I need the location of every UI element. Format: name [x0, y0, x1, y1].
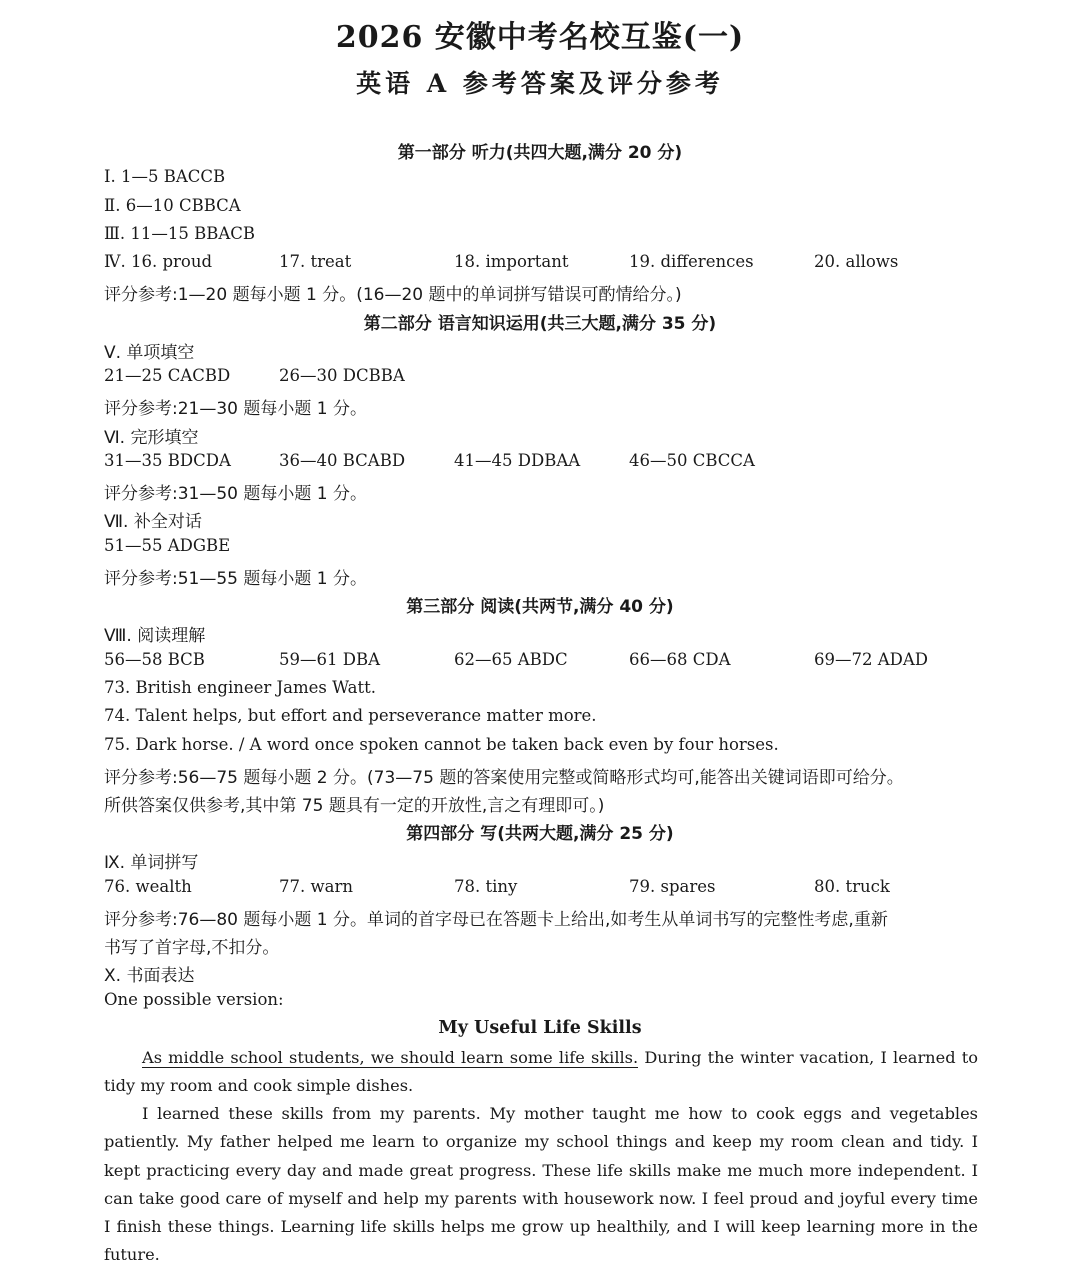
answer-73: 73. British engineer James Watt. — [104, 678, 376, 697]
answers-26-30: 26—30 DCBBA — [279, 366, 405, 385]
answer-17: 17. treat — [279, 252, 352, 271]
answers-21-25: 21—25 CACBD — [104, 366, 231, 385]
part1-scoring: 评分参考:1—20 题每小题 1 分。(16—20 题中的单词拼写错误可酌情给分。) — [104, 285, 682, 305]
section9-scoring-line2: 书写了首字母,不扣分。 — [104, 938, 280, 958]
answer-78: 78. tiny — [454, 877, 518, 896]
answer-row-2: Ⅱ. 6—10 CBBCA — [104, 196, 241, 215]
answer-row-4 — [0, 252, 1080, 276]
answer-18: 18. important — [454, 252, 569, 271]
part2-heading: 第二部分 语言知识运用(共三大题,满分 35 分) — [363, 314, 717, 334]
answer-75: 75. Dark horse. / A word once spoken cannot be taken back even by four horses. — [104, 735, 779, 754]
part3-scoring-line1: 评分参考:56—75 题每小题 2 分。(73—75 题的答案使用完整或简略形式均可,能答出关键词语即可给分。 — [104, 768, 904, 788]
answer-row-3: Ⅲ. 11—15 BBACB — [104, 224, 256, 243]
answers-66-68: 66—68 CDA — [629, 650, 731, 669]
answer-74: 74. Talent helps, but effort and perseverance matter more. — [104, 706, 597, 725]
section9-answers — [0, 877, 1080, 901]
section6-answers — [0, 451, 1080, 475]
answers-41-45: 41—45 DDBAA — [454, 451, 581, 470]
part1-heading: 第一部分 听力(共四大题,满分 20 分) — [397, 143, 683, 163]
section9-scoring-line1: 评分参考:76—80 题每小题 1 分。单词的首字母已在答题卡上给出,如考生从单词书写的完整性考虑,重新 — [104, 910, 888, 930]
section5-answers — [0, 366, 1080, 390]
answers-62-65: 62—65 ABDC — [454, 650, 568, 669]
section7-scoring: 评分参考:51—55 题每小题 1 分。 — [104, 569, 368, 589]
answer-80: 80. truck — [814, 877, 890, 896]
essay-paragraph-1 — [104, 1044, 978, 1101]
answers-46-50: 46—50 CBCCA — [629, 451, 755, 470]
answer-20: 20. allows — [814, 252, 899, 271]
part4-heading: 第四部分 写(共两大题,满分 25 分) — [406, 824, 674, 844]
essay-title: My Useful Life Skills — [438, 1018, 642, 1038]
answer-19: 19. differences — [629, 252, 754, 271]
part3-heading: 第三部分 阅读(共两节,满分 40 分) — [406, 597, 674, 617]
answer-76: 76. wealth — [104, 877, 192, 896]
section5-scoring: 评分参考:21—30 题每小题 1 分。 — [104, 399, 368, 419]
section6-title: Ⅵ. 完形填空 — [104, 428, 199, 448]
answers-69-72: 69—72 ADAD — [814, 650, 929, 669]
section8-answers — [0, 650, 1080, 674]
answers-59-61: 59—61 DBA — [279, 650, 381, 669]
answer-77: 77. warn — [279, 877, 353, 896]
section5-title: Ⅴ. 单项填空 — [104, 343, 195, 363]
answers-31-35: 31—35 BDCDA — [104, 451, 231, 470]
section7-answers: 51—55 ADGBE — [104, 536, 231, 555]
page-title: 2026 安徽中考名校互鉴(一) — [335, 20, 745, 55]
essay-paragraph-2: I learned these skills from my parents. My mother taught me how to cook eggs and vegetables patiently. My father helped me learn to organize my school things and keep my room clean and tidy. I kept practicing every day and made great progress. These life skills make me much more independent. I can take good care of myself and help my parents with housework now. I feel proud and joyful every time I finish these things. Learning life skills helps me grow up healthily, and I will keep learning more in the future. — [104, 1104, 978, 1265]
answers-36-40: 36—40 BCABD — [279, 451, 406, 470]
part3-scoring-line2: 所供答案仅供参考,其中第 75 题具有一定的开放性,言之有理即可。) — [104, 796, 605, 816]
essay-topic-sentence: As middle school students, we should learn some life skills. — [142, 1048, 639, 1067]
answer-16: Ⅳ. 16. proud — [104, 252, 213, 271]
section10-title: Ⅹ. 书面表达 — [104, 966, 195, 986]
section7-title: Ⅶ. 补全对话 — [104, 512, 202, 532]
section9-title: Ⅸ. 单词拼写 — [104, 853, 199, 873]
page-subtitle: 英语 A 参考答案及评分参考 — [356, 69, 724, 98]
section6-scoring: 评分参考:31—50 题每小题 1 分。 — [104, 484, 368, 504]
essay-paragraph-1-rest: During the winter vacation, I learned to tidy my room and cook simple dishes. — [104, 1048, 978, 1096]
answer-79: 79. spares — [629, 877, 716, 896]
version-label: One possible version: — [104, 990, 284, 1009]
answer-row-1: Ⅰ. 1—5 BACCB — [104, 167, 226, 186]
answers-56-58: 56—58 BCB — [104, 650, 205, 669]
section8-title: Ⅷ. 阅读理解 — [104, 626, 206, 646]
